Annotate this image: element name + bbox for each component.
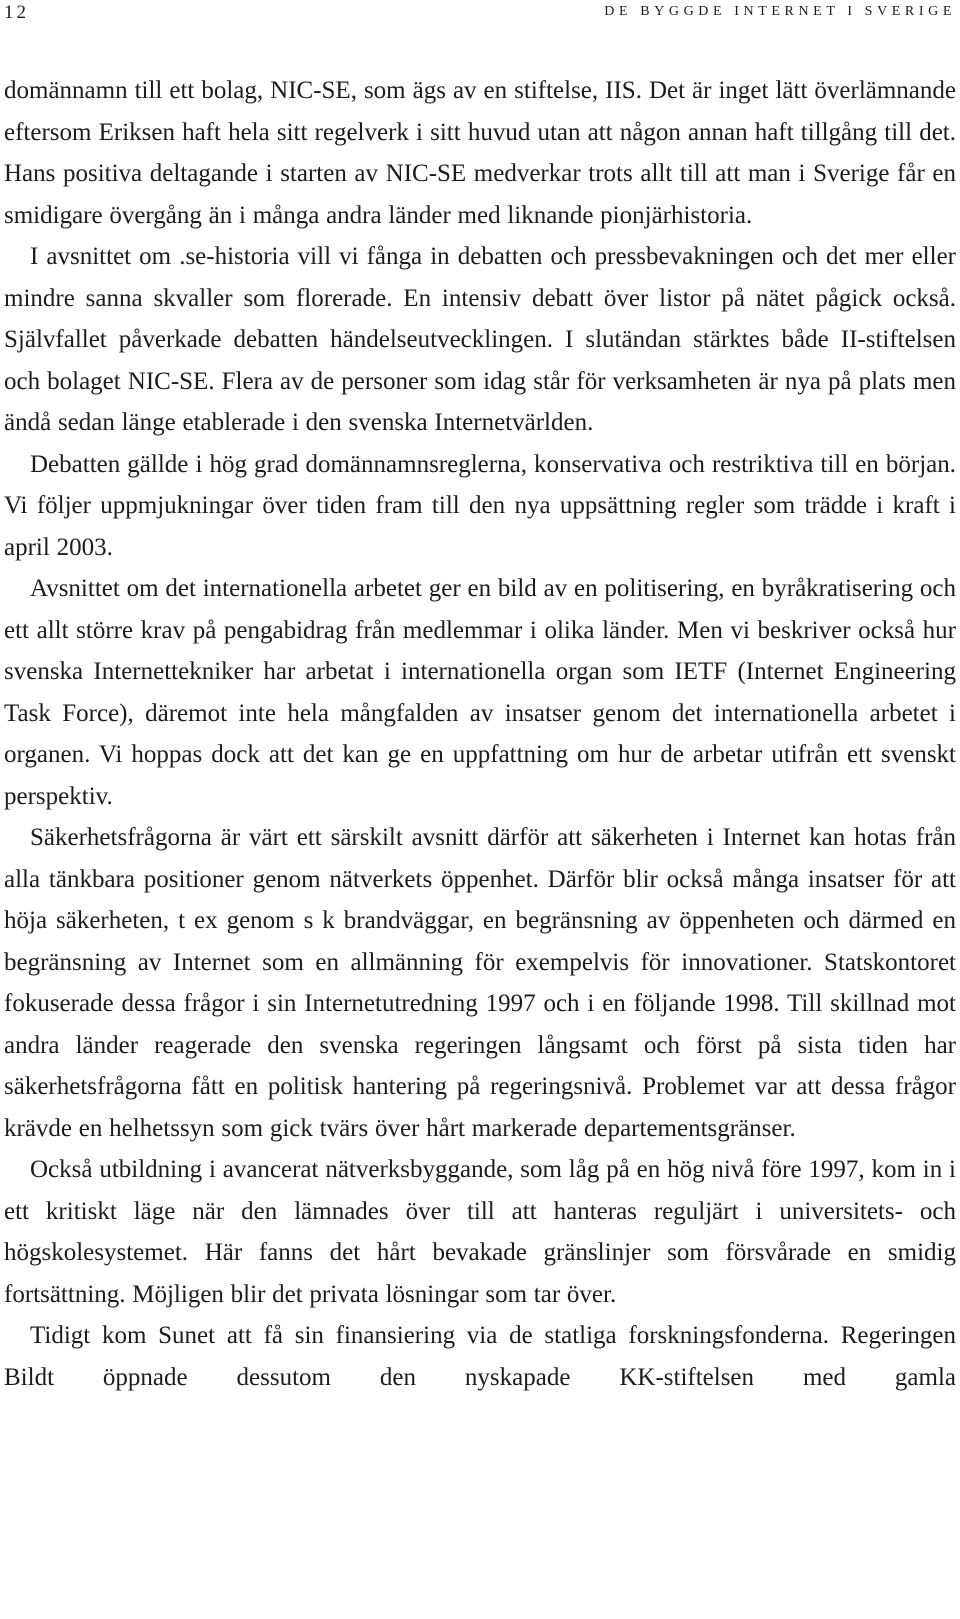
paragraph: Tidigt kom Sunet att få sin finansiering via de statliga forskningsfonderna. Regeringen Bildt öppnade dessutom den nyskapade KK-stiftelsen med gamla [4, 1322, 956, 1391]
paragraph: I avsnittet om .se-historia vill vi fånga in debatten och pressbevakningen och det mer eller mindre sanna skvaller som florerade. En intensiv debatt över listor på nätet pågick också. Självfallet påverkade debatten händelseutvecklingen. I slutändan stärktes både II-stiftelsen och bolaget NIC-SE. Flera av de personer som idag står för verksamheten är nya på plats men ändå sedan länge etablerade i den svenska Internetvärlden. [4, 243, 956, 436]
paragraph: Debatten gällde i hög grad domännamnsreglerna, konservativa och restriktiva till en början. Vi följer uppmjukningar över tiden fram till den nya uppsättning regler som trädde i kraft i april 2003. [4, 450, 956, 561]
running-head [0, 0, 960, 30]
paragraph: Avsnittet om det internationella arbetet ger en bild av en politisering, en byråkratisering och ett allt större krav på pengabidrag från medlemmar i olika länder. Men vi beskriver också hur svenska Internettekniker har arbetat i internationella organ som IETF (Internet Engineering Task Force), däremot inte hela mångfalden av insatser genom det internationella arbetet i organen. Vi hoppas dock att det kan ge en uppfattning om hur de arbetar utifrån ett svenskt perspektiv. [4, 575, 956, 810]
body-text [4, 70, 956, 1398]
paragraph: Säkerhetsfrågorna är värt ett särskilt avsnitt därför att säkerheten i Internet kan hotas från alla tänkbara positioner genom nätverkets öppenhet. Därför blir också många insatser för att höja säkerheten, t ex genom s k brandväggar, en begränsning av öppenheten och därmed en begränsning av Internet som en allmänning för exempelvis för innovationer. Statskontoret fokuserade dessa frågor i sin Internetutredning 1997 och i en följande 1998. Till skillnad mot andra länder reagerade den svenska regeringen långsamt och först på sista tiden har säkerhetsfrågorna fått en politisk hantering på regeringsnivå. Problemet var att dessa frågor krävde en helhetssyn som gick tvärs över hårt markerade departementsgränser. [4, 824, 956, 1142]
page-number: 12 [4, 2, 29, 23]
paragraph: domännamn till ett bolag, NIC-SE, som ägs av en stiftelse, IIS. Det är inget lätt överlämnande eftersom Eriksen haft hela sitt regelverk i sitt huvud utan att någon annan haft tillgång till det. Hans positiva deltagande i starten av NIC-SE medverkar trots allt till att man i Sverige får en smidigare övergång än i många andra länder med liknande pionjärhistoria. [4, 77, 956, 229]
paragraph: Också utbildning i avancerat nätverksbyggande, som låg på en hög nivå före 1997, kom in i ett kritiskt läge när den lämnades över till att hanteras reguljärt i universitets- och högskolesystemet. Här fanns det hårt bevakade gränslinjer som försvårade en smidig fortsättning. Möjligen blir det privata lösningar som tar över. [4, 1156, 956, 1308]
running-header-title: DE BYGGDE INTERNET I SVERIGE [604, 4, 956, 19]
